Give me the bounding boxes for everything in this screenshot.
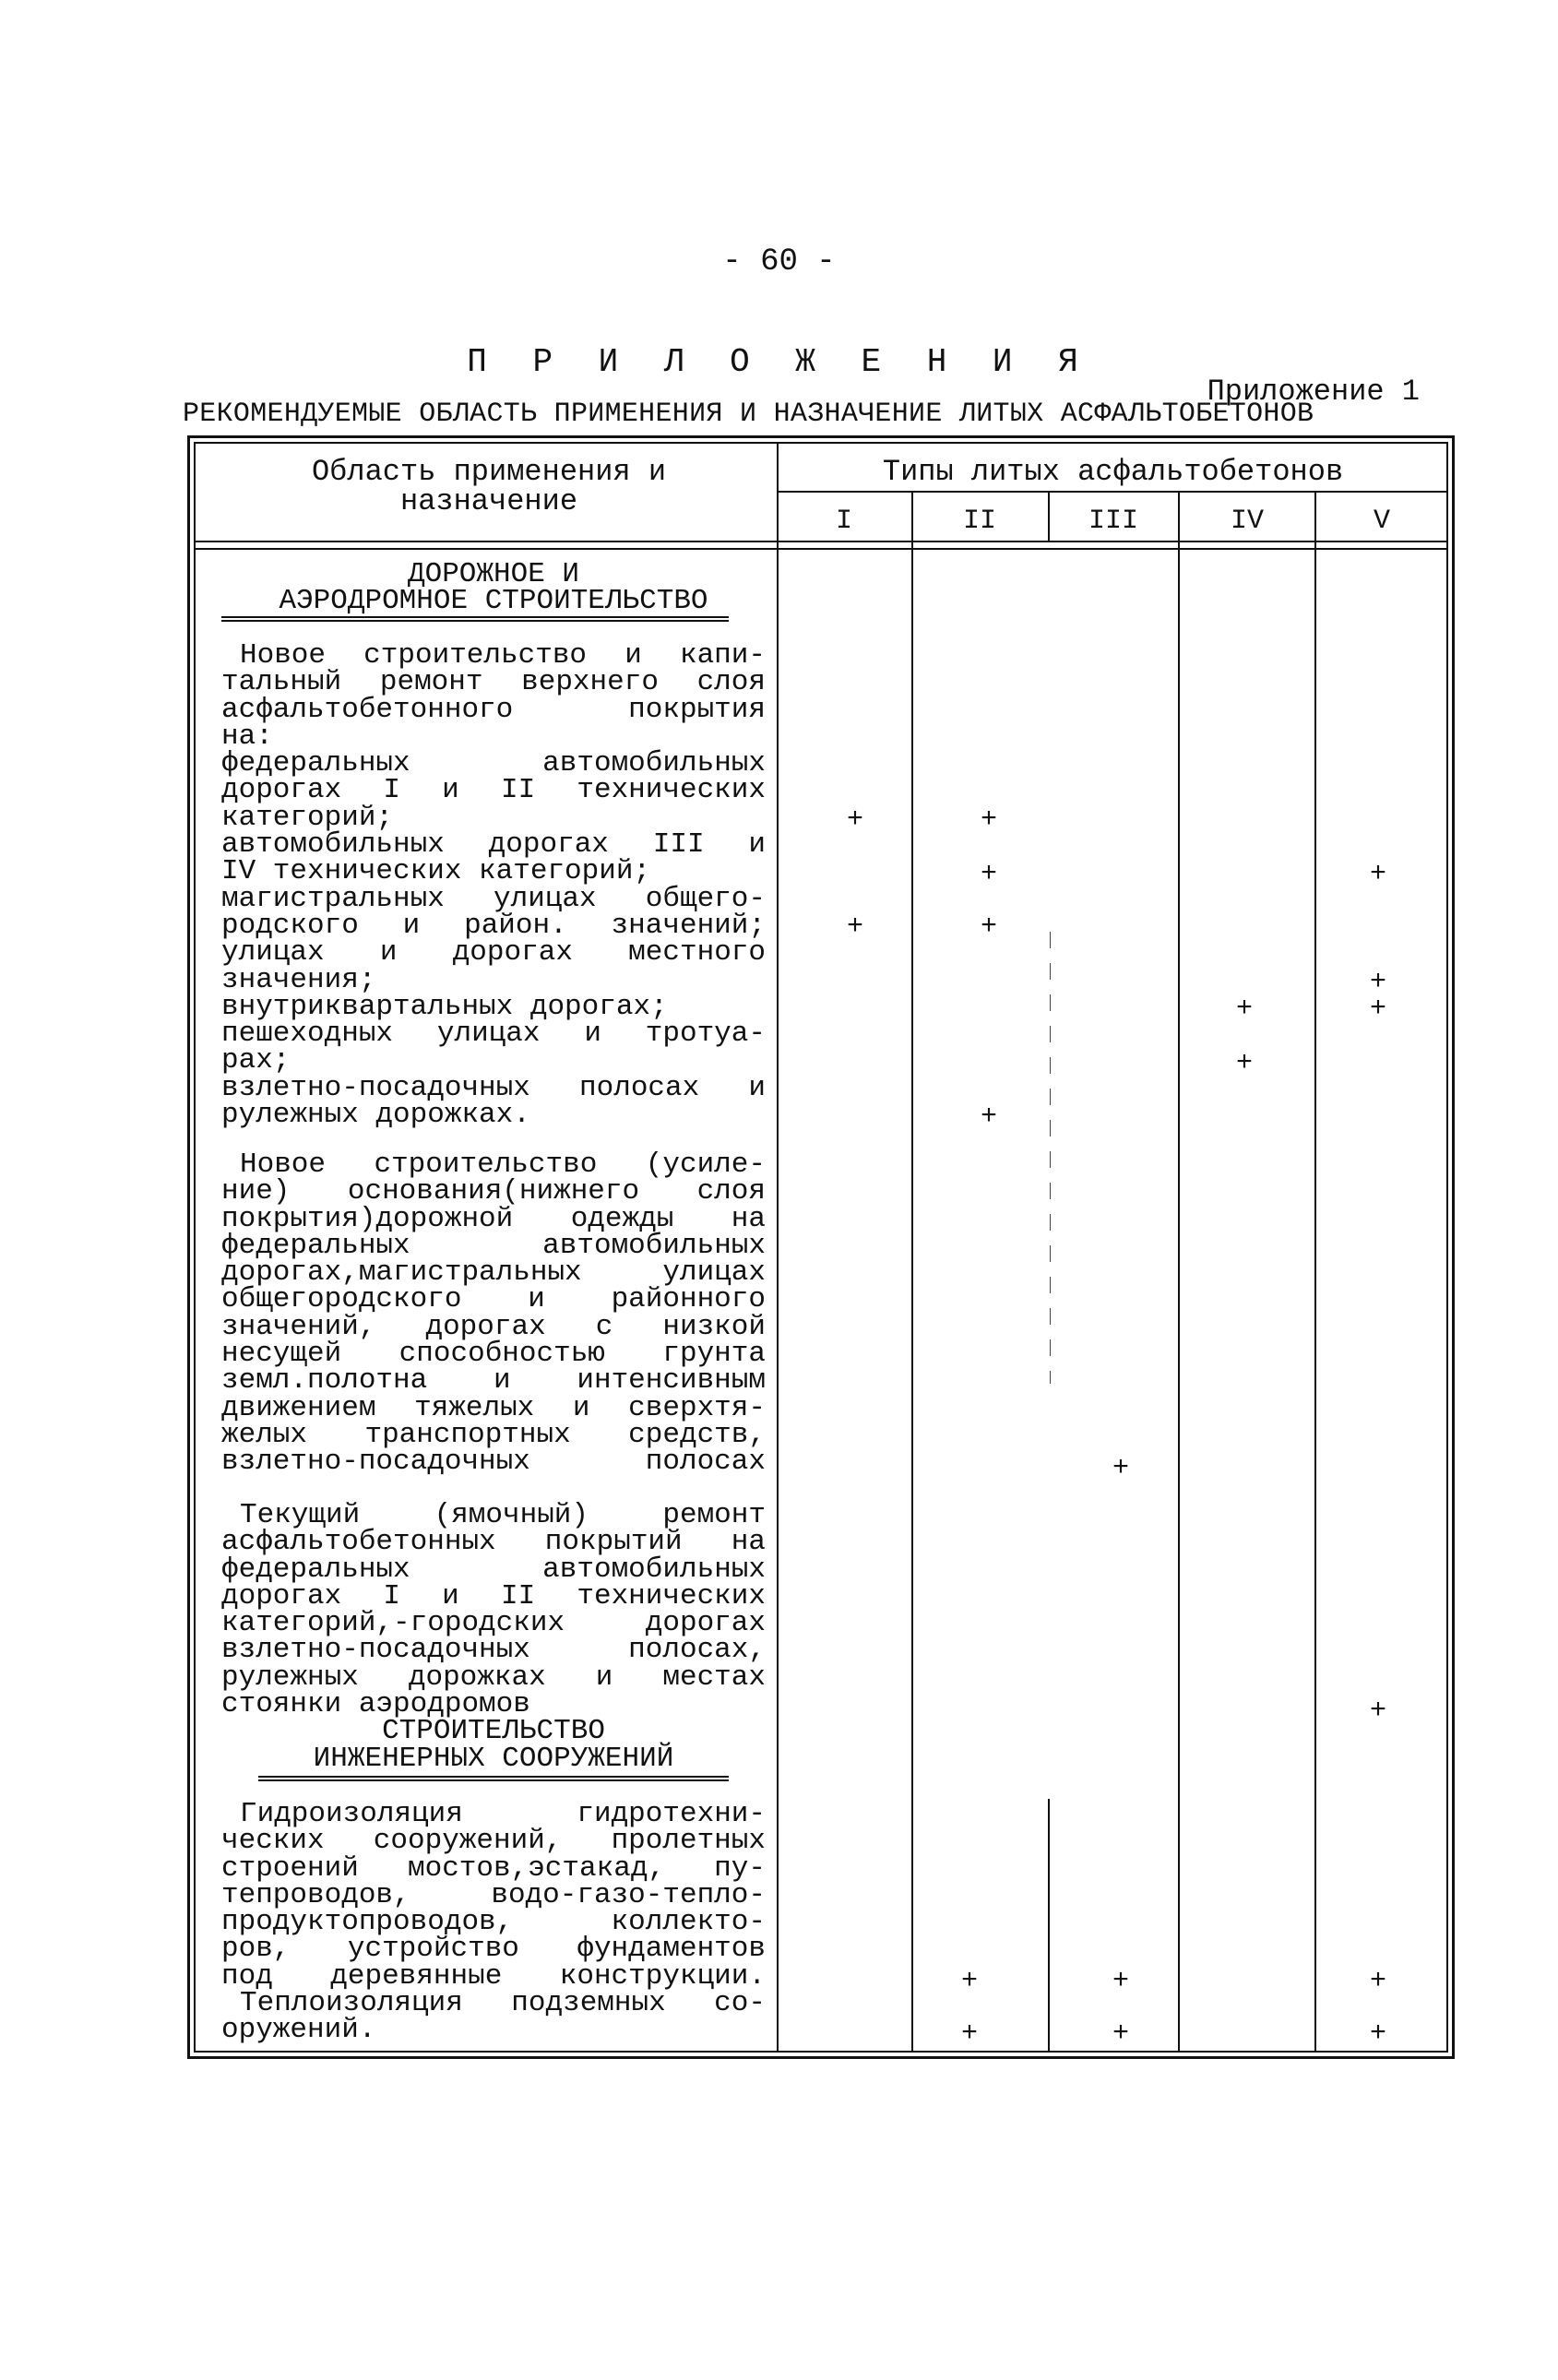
header-bottom-rule-2	[194, 548, 1448, 550]
column-divider-4	[1314, 491, 1316, 2053]
applicable-mark: +	[846, 911, 863, 943]
applicable-mark: +	[980, 804, 997, 836]
applicable-mark: +	[1369, 2018, 1386, 2050]
b3-line: федеральных автомобильных	[221, 1553, 766, 1586]
b1-line: магистральных улицах общего-	[221, 882, 766, 915]
b2-line: покрытия)дорожной одежды на	[221, 1202, 766, 1235]
b3-line: взлетно-посадочных полосах,	[221, 1634, 766, 1667]
b4-line: оружений.	[221, 2014, 376, 2047]
b1-line: значения;	[221, 963, 376, 996]
area-header-line2: назначение	[399, 484, 578, 518]
column-divider-3	[1178, 491, 1180, 2053]
b1-line: пешеходных улицах и тротуа-	[221, 1017, 766, 1051]
appendix-label: Приложение 1	[1207, 375, 1420, 409]
b3-line: категорий,-городских дорогах	[221, 1607, 766, 1640]
type-label-iv: IV	[1230, 506, 1264, 537]
b3-line: рулежных дорожках и местах	[221, 1660, 766, 1694]
area-header-line1: Область применения и	[311, 455, 667, 489]
column-divider-1	[911, 491, 913, 2053]
b4-line: строений мостов,эстакад, пу-	[221, 1851, 766, 1885]
column-divider-2-lower	[1048, 1799, 1050, 2053]
b1-line: IV технических категорий;	[221, 855, 651, 888]
b2-line: движением тяжелых и сверхтя-	[221, 1391, 766, 1424]
b2-line: желых транспортных средств,	[221, 1418, 766, 1451]
column-divider-2-body	[1050, 932, 1051, 1384]
road-heading-line1: ДОРОЖНОЕ И	[407, 558, 580, 590]
applicable-mark: +	[1369, 1696, 1386, 1727]
b1-line: федеральных автомобильных	[221, 747, 766, 780]
eng-heading-line2: ИНЖЕНЕРНЫХ СООРУЖЕНИЙ	[313, 1742, 674, 1775]
type-label-iii: III	[1088, 506, 1138, 537]
b1-line: рулежных дорожках.	[221, 1099, 530, 1132]
b1-line: на:	[221, 720, 273, 753]
b3-line: Текущий (ямочный) ремонт	[240, 1499, 766, 1531]
document-title: РЕКОМЕНДУЕМЫЕ ОБЛАСТЬ ПРИМЕНЕНИЯ И НАЗНАЧЕНИЕ ЛИТЫХ АСФАЛЬТОБЕТОНОВ	[183, 399, 1314, 430]
applicable-mark: +	[1112, 2018, 1129, 2050]
b1-line: Новое строительство и капи-	[240, 639, 766, 672]
applicable-mark: +	[1235, 994, 1253, 1025]
b1-line: улицах и дорогах местного	[221, 936, 766, 970]
b3-line: дорогах I и II технических	[221, 1579, 766, 1612]
section-heading: П Р И Л О Ж Е Н И Я	[467, 343, 1091, 381]
b1-line: тальный ремонт верхнего слоя	[221, 666, 766, 699]
b2-line: взлетно-посадочных полосах	[221, 1446, 766, 1479]
b4-line: Гидроизоляция гидротехни-	[240, 1798, 766, 1830]
b3-line: асфальтобетонных покрытий на	[221, 1526, 766, 1559]
types-header-divider	[778, 491, 1448, 493]
b2-line: земл.полотна и интенсивным	[221, 1364, 766, 1398]
applicable-mark: +	[980, 859, 997, 890]
column-divider-area	[777, 442, 779, 2053]
applicable-mark: +	[846, 804, 863, 836]
b2-line: общегородского и районного	[221, 1283, 766, 1316]
b1-line: асфальтобетонного покрытия	[221, 693, 766, 726]
b2-line: дорогах,магистральных улицах	[221, 1256, 766, 1290]
b1-line: внутриквартальных дорогах;	[221, 990, 668, 1023]
applicable-mark: +	[960, 2018, 978, 2050]
applicable-mark: +	[1369, 859, 1386, 890]
applicable-mark: +	[1112, 1966, 1129, 1997]
b4-line: под деревянные конструкции.	[221, 1959, 766, 1993]
types-header: Типы литых асфальтобетонов	[882, 455, 1344, 489]
b1-line: взлетно-посадочных полосах и	[221, 1071, 766, 1104]
b1-line: дорогах I и II технических	[221, 774, 766, 807]
b1-line: автомобильных дорогах III и	[221, 828, 766, 862]
b2-line: несущей способностью грунта	[221, 1338, 766, 1371]
area-header	[212, 455, 766, 518]
b2-line: Новое строительство (усиле-	[240, 1148, 766, 1181]
b3-line: стоянки аэродромов	[221, 1688, 530, 1721]
applicable-mark: +	[980, 1101, 997, 1133]
b2-line: значений, дорогах с низкой	[221, 1310, 766, 1343]
b1-line: родского и район. значений;	[221, 909, 766, 942]
header-bottom-rule	[194, 541, 1448, 542]
type-label-ii: II	[962, 506, 996, 537]
applicable-mark: +	[1235, 1048, 1253, 1079]
applicable-mark: +	[960, 1966, 978, 1997]
applicable-mark: +	[1112, 1453, 1129, 1484]
block-pothole-repair	[221, 1499, 766, 1775]
block-waterproofing	[221, 1798, 766, 2047]
road-heading-line2: АЭРОДРОМНОЕ СТРОИТЕЛЬСТВО	[279, 585, 708, 618]
b4-line: ров, устройство фундаментов	[221, 1933, 766, 1966]
b1-line: рах;	[221, 1044, 291, 1077]
b4-line: ческих сооружений, пролетных	[221, 1825, 766, 1858]
type-label-v: V	[1373, 506, 1390, 537]
eng-heading-line1: СТРОИТЕЛЬСТВО	[382, 1715, 605, 1748]
applicable-mark: +	[1369, 994, 1386, 1025]
column-divider-2	[1048, 491, 1050, 542]
b4-line: продуктопроводов, коллекто-	[221, 1906, 766, 1939]
road-heading	[221, 558, 766, 618]
page-number: - 60 -	[722, 244, 836, 280]
b1-line: категорий;	[221, 801, 394, 834]
b2-line: ние) основания(нижнего слоя	[221, 1175, 766, 1208]
block-new-construction-top-layer	[221, 639, 766, 1132]
applicable-mark: +	[980, 911, 997, 943]
type-label-i: I	[835, 506, 852, 537]
applicable-mark: +	[1369, 1966, 1386, 1997]
b4-line: Теплоизоляция подземных со-	[240, 1987, 766, 2020]
road-heading-rule	[221, 616, 729, 622]
block-new-construction-base	[221, 1148, 766, 1479]
b2-line: федеральных автомобильных	[221, 1229, 766, 1262]
eng-heading-rule	[258, 1776, 729, 1781]
b4-line: тепроводов, водо-газо-тепло-	[221, 1878, 766, 1911]
applicable-mark: +	[1369, 967, 1386, 998]
